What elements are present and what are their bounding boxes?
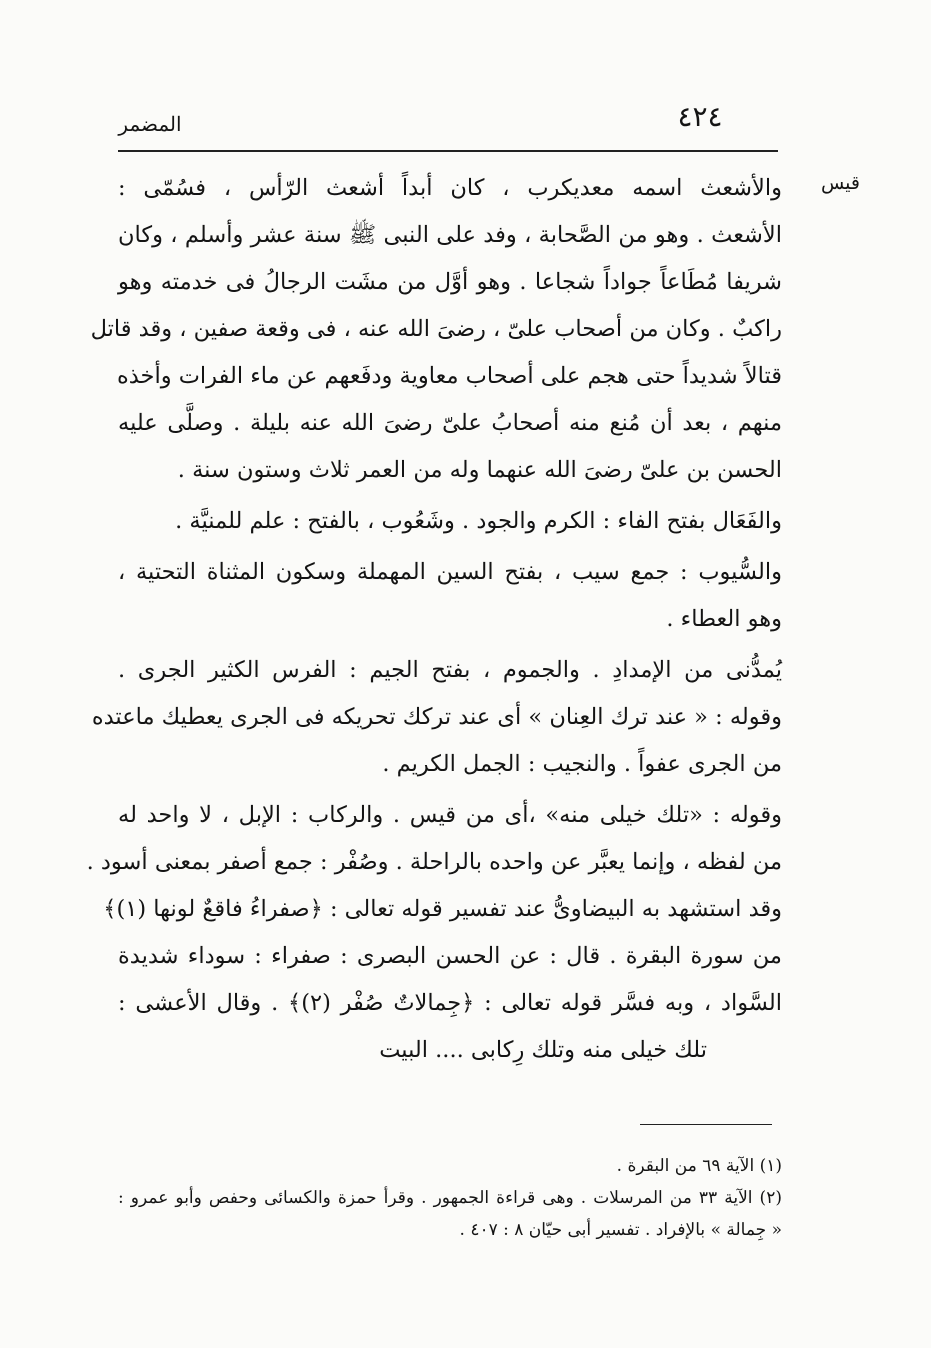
text-line: راكبٌ . وكان من أصحاب علىّ ، رضىَ الله عنه ، فى وقعة صفين ، وقد قاتل	[90, 316, 782, 342]
footnote-2-continued: « جِمالة » بالإفراد . تفسير أبى حيّان ٨ : ٤٠٧ .	[459, 1220, 782, 1240]
text-line: من الجرى عفواً . والنجيب : الجمل الكريم .	[382, 751, 782, 777]
text-line: وقوله : «تلك خيلى منه» ،أى من قيس . والركاب : الإبل ، لا واحد له	[118, 802, 782, 828]
verse-line: تلك خيلى منه وتلك رِكابى .... البيت	[379, 1037, 707, 1063]
header-rule	[118, 150, 778, 152]
running-head: المضمر	[118, 112, 182, 136]
text-line: قتالاً شديداً حتى هجم على أصحاب معاوية ودفَعهم عن ماء الفرات وأخذه	[116, 363, 782, 389]
text-line: والفَعَال بفتح الفاء : الكرم والجود . وشَعُوب ، بالفتح : علم للمنيَّة .	[175, 508, 782, 534]
text-line: وقد استشهد به البيضاوىُّ عند تفسير قوله تعالى : ﴿صفراءُ فاقعٌ لونها (١)﴾	[103, 896, 782, 922]
text-line: وهو العطاء .	[666, 606, 782, 632]
text-line: الأشعث . وهو من الصَّحابة ، وفد على النبى ﷺ سنة عشر وأسلم ، وكان	[118, 222, 782, 248]
footnote-rule	[640, 1124, 772, 1125]
text-line: منهم ، بعد أن مُنع منه أصحابُ علىّ رضىَ الله عنه بليلة . وصلَّى عليه	[118, 410, 782, 436]
text-line: الحسن بن علىّ رضىَ الله عنهما وله من العمر ثلاث وستون سنة .	[177, 457, 782, 483]
text-line: شريفا مُطَاعاً جواداً شجاعا . وهو أوَّل من مشَت الرجالُ فى خدمته وهو	[118, 269, 782, 295]
footnote-1: (١) الآية ٦٩ من البقرة .	[616, 1156, 782, 1176]
page-number: ٤٢٤	[677, 100, 723, 133]
text-line: من لفظه ، وإنما يعبَّر عن واحده بالراحلة . وصُفْر : جمع أصفر بمعنى أسود .	[86, 849, 782, 875]
footnote-2: (٢) الآية ٣٣ من المرسلات . وهى قراءة الجمهور . وقرأ حمزة والكسائى وحفص وأبو عمرو :	[118, 1188, 782, 1208]
footnotes	[118, 1150, 782, 1246]
text-line: يُمدُّنى من الإمدادِ . والجموم ، بفتح الجيم : الفرس الكثير الجرى .	[118, 657, 782, 683]
text-line: والأشعث اسمه معديكرب ، كان أبداً أشعث الرّأس ، فسُمّى :	[118, 175, 782, 201]
text-line: وقوله : « عند ترك العِنان » أى عند تركك تحريكه فى الجرى يعطيك ماعتده	[91, 704, 782, 730]
main-text	[86, 165, 782, 1074]
text-line: السَّواد ، وبه فسَّر قوله تعالى : ﴿جِمالاتٌ صُفْر (٢)﴾ . وقال الأعشى :	[118, 990, 782, 1016]
text-line: والسُّيوب : جمع سيب ، بفتح السين المهملة وسكون المثناة التحتية ،	[118, 559, 782, 585]
text-line: من سورة البقرة . قال : عن الحسن البصرى : صفراء : سوداء شديدة	[118, 943, 782, 969]
margin-note: قيس	[820, 172, 860, 194]
